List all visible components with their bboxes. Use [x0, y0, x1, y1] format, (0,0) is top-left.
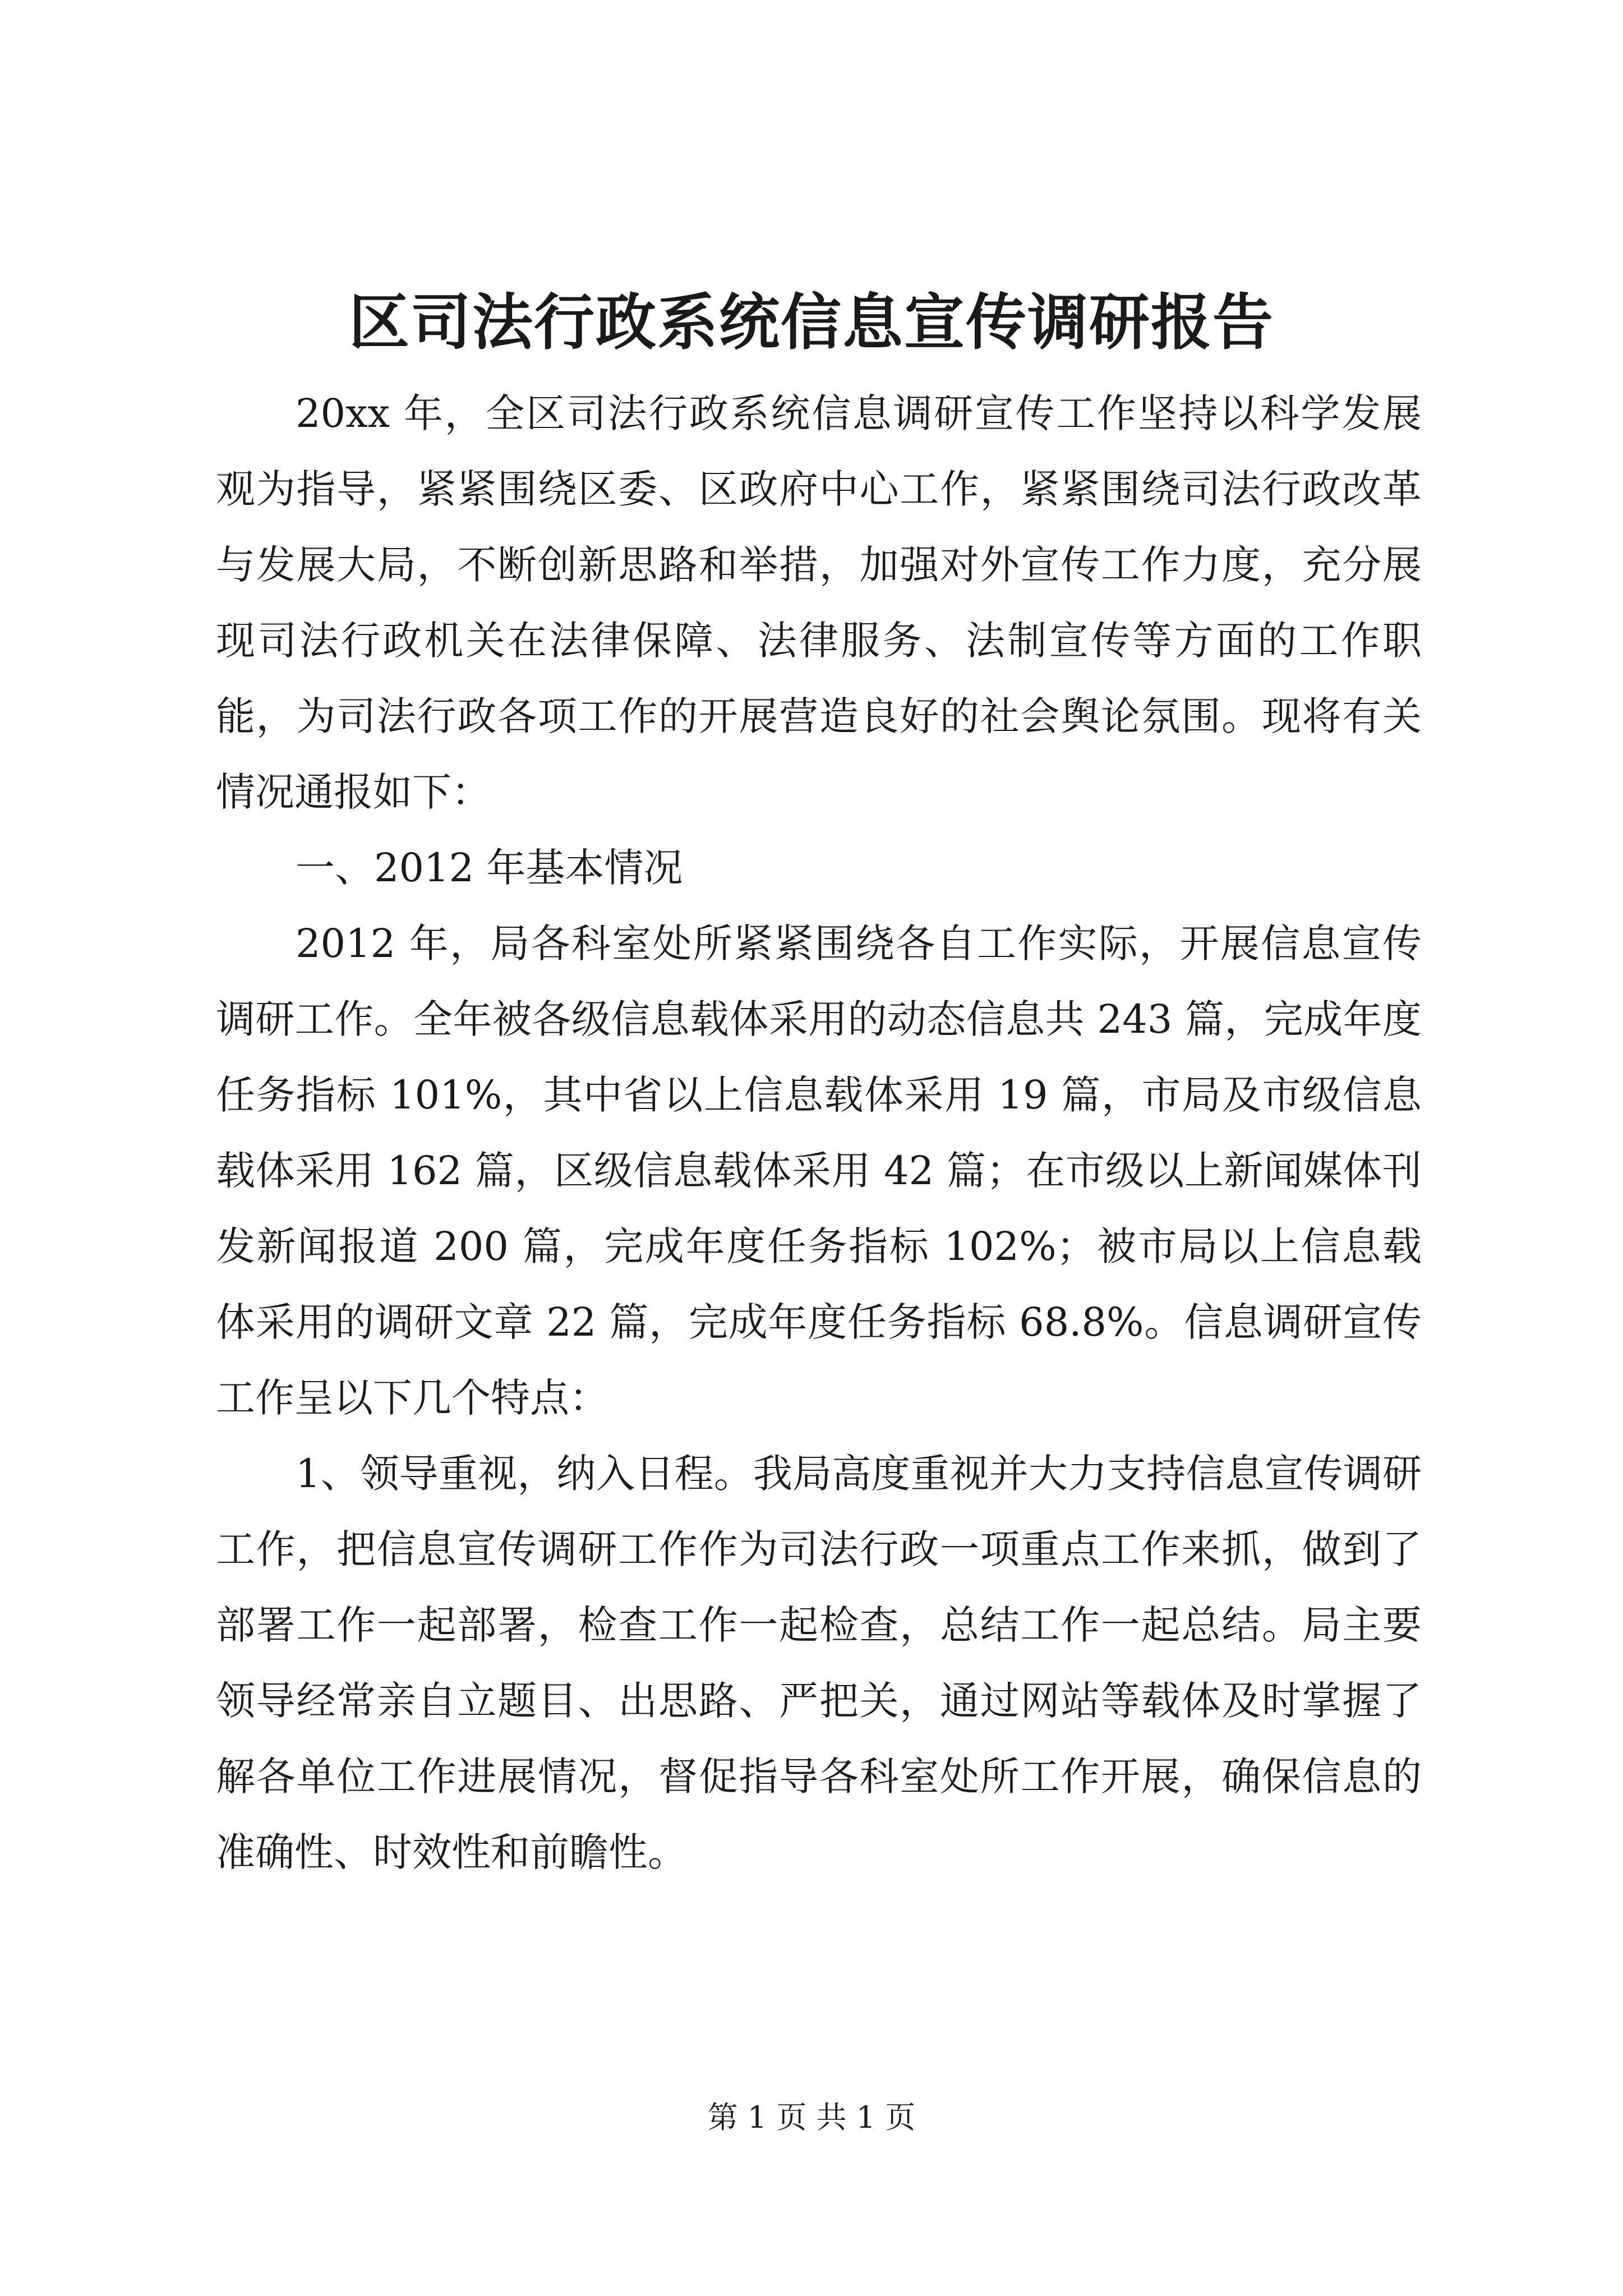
document-body — [216, 376, 1422, 1890]
intro-paragraph: 20xx 年，全区司法行政系统信息调研宣传工作坚持以科学发展观为指导，紧紧围绕区委、区政府中心工作，紧紧围绕司法行政改革与发展大局，不断创新思路和举措，加强对外宣传工作力度，充分展现司法行政机关在法律保障、法律服务、法制宣传等方面的工作职能，为司法行政各项工作的开展营造良好的社会舆论氛围。现将有关情况通报如下： — [216, 390, 1422, 815]
section-heading: 一、2012 年基本情况 — [296, 845, 683, 891]
basic-situation-paragraph: 2012 年，局各科室处所紧紧围绕各自工作实际，开展信息宣传调研工作。全年被各级信息载体采用的动态信息共 243 篇，完成年度任务指标 101%，其中省以上信息载体采用 19 篇，市局及市级信息载体采用 162 篇，区级信息载体采用 42 篇；在市级以上新闻媒体刊发新闻报道 200 篇，完成年度任务指标 102%；被市局以上信息载体采用的调研文章 22 篇，完成年度任务指标 68.8%。信息调研宣传工作呈以下几个特点： — [216, 921, 1422, 1421]
page-number-footer: 第 1 页 共 1 页 — [707, 2100, 916, 2135]
point-one-paragraph: 1、领导重视，纳入日程。我局高度重视并大力支持信息宣传调研工作，把信息宣传调研工作作为司法行政一项重点工作来抓，做到了部署工作一起部署，检查工作一起检查，总结工作一起总结。局主要领导经常亲自立题目、出思路、严把关，通过网站等载体及时掌握了解各单位工作进展情况，督促指导各科室处所工作开展，确保信息的准确性、时效性和前瞻性。 — [216, 1451, 1422, 1875]
page-title: 区司法行政系统信息宣传调研报告 — [348, 287, 1274, 358]
